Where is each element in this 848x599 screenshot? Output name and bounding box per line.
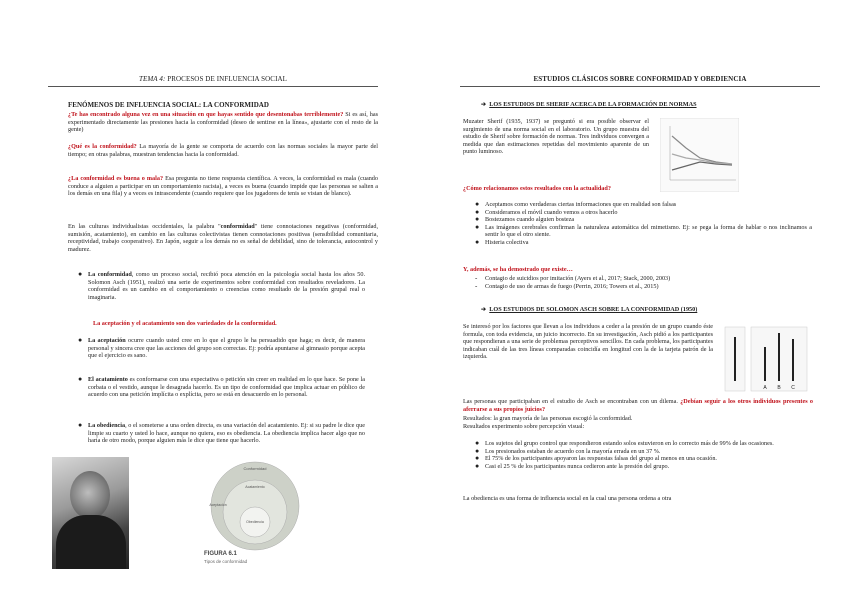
list-item: ● El 75% de los participantes apoyaron las respuestas falsas del grupo al menos en una ocasión. [475,454,717,463]
question-text: ¿Qué es la conformidad? [68,143,137,150]
list-item-text: Bostezamos cuando alguien bosteza [485,216,575,224]
answer-text: Esa pregunta no tiene respuesta científica. A veces, la conformidad es mala (cuando conduce a alguien a participar en un comportamiento racista), a veces es buena (cuando impide que las personas se salten a los demás en una fila) y a veces es intrascendente (cuando requiere que los jugadores de tenis se vistan de blanco). [68,175,378,198]
shown-list [472,275,812,290]
line-label-c: C [791,385,795,391]
text-run: " tiene connotaciones negativas (conformidad, sumisión, acatamiento), en cambio en las culturas colectivistas tienen connotaciones positivas (sensibilidad comunitaria, receptividad, trabajo cooperativo). En Japón, seguir a los demás no es señal de debilidad, sino de tolerancia, autocontrol y madurez. [68,223,378,253]
relate-question: ¿Cómo relacionamos estos resultados con la actualidad? [463,185,611,192]
term: La conformidad [88,271,132,278]
result-2: Resultados experimento sobre percepción visual: [463,423,585,430]
list-item: - Contagio de uso de armas de fuego (Perrin, 2016; Towers et al., 2015) [475,281,659,290]
final-text: La obediencia es una forma de influencia social en la cual una persona ordena a otra [463,495,672,502]
answer-text: La mayoría de la gente se comporta de acuerdo con las normas sociales la mayor parte del tiempo; en otras palabras, muestran tendencias hacia la conformidad. [68,143,378,158]
list-item-text: Casi el 25 % de los participantes nunca cedieron ante la presión del grupo. [485,462,670,470]
list-item: ● Las imágenes cerebrales confirman la naturaleza automática del mimetismo. Ej: se pega la forma de hablar o nos inclinamos a sentir lo que el otro siente. [475,222,812,239]
conformity-venn-diagram [204,460,306,552]
header-topic-prefix: TEMA 4: [138,75,166,83]
heading-text: LOS ESTUDIOS DE SHERIF ACERCA DE LA FORMACIÓN DE NORMAS [489,101,697,108]
list-item-text: Las imágenes cerebrales confirman la naturaleza automática del mimetismo. Ej: se pega la forma de hablar o nos inclinamos a sentir lo que el otro siente. [485,223,812,239]
portrait-photo [52,457,129,569]
line-label-a: A [763,385,767,391]
bullet-list-acatamiento [75,376,365,399]
figure-subcaption: Tipos de conformidad [204,559,248,564]
list-item-text: Los presionados estaban de acuerdo con la mayoría errada en un 37 %. [485,447,661,455]
line-label-b: B [777,385,781,391]
list-item: ● La aceptación ocurre cuando usted cree en lo que el grupo le ha persuadido que haga; es decir, de manera personal y sincera cree que las acciones del grupo son correctas. Ej: podría apuntarse al gimnasio porque acepta que el ejercicio es sano. [78,336,366,360]
term: La aceptación [88,337,126,344]
list-item: ● Casi el 25 % de los participantes nunca cedieron ante la presión del grupo. [475,461,670,470]
heading-text: LOS ESTUDIOS DE SOLOMON ASCH SOBRE LA CONFORMIDAD (1950) [489,306,698,313]
asch-text: Se interesó por los factores que llevan a los individuos a ceder a la presión de un grupo cuando éste formula, con toda evidencia, un juicio incorrecto. En su investigación, Asch pidió a los participantes que respondieran a una serie de problemas perceptivos sencillos. En cada problema, los participantes indicaban cuál de las tres líneas comparadas coincidía en longitud con la de la tarjeta patrón de la izquierda. [463,323,713,361]
bullet-list-aceptacion [75,337,365,360]
term: El acatamiento [88,376,128,383]
question-text: ¿Te has encontrado alguna vez en una situación en que hayas sentido que desentonabas terriblemente? [68,111,344,118]
right-header-rule [460,86,820,87]
bullet-list-obediencia [75,422,365,445]
asch-dilemma [463,398,813,413]
list-item: ● Bostezamos cuando alguien bosteza [475,215,575,224]
asch-lines-figure [723,325,809,393]
venn-label-acatamiento: Acatamiento [245,485,265,489]
figure-caption: FIGURA 6.1 [204,551,237,557]
answer-text: Si es así, has experimentado directamente las presiones hacia la conformidad (deseo de sentirse en la línea», ajustarte con el resto de la gente) [68,111,379,134]
list-item: ● Histeria colectiva [475,237,529,246]
right-page-header: ESTUDIOS CLÁSICOS SOBRE CONFORMIDAD Y OBEDIENCIA [533,75,747,83]
list-item-text: Contagio de uso de armas de fuego (Perrin, 2016; Towers et al., 2015) [485,282,659,290]
list-item-text: Consideramos el móvil cuando vemos a otros hacerlo [485,208,618,216]
arrow-right-icon: ➔ [481,306,487,313]
text-run: En las culturas individualistas occidentales, la palabra " [68,223,221,230]
question-text: ¿La conformidad es buena o mala? [68,175,164,182]
definition: es conformarse con una expectativa o petición sin creer en realidad en lo que hace. Se pone la corbata o el vestido, aunque le desagrada hacerlo. Es un tipo de conformidad que implica actuar en público de acuerdo con una petición implícita o explícita, pero se está en desacuerdo en lo personal. [88,376,365,399]
term: La obediencia [88,422,126,429]
left-page-header [48,75,378,83]
list-item: ● Los presionados estaban de acuerdo con la mayoría errada en un 37 %. [475,446,661,455]
arrow-right-icon: ➔ [481,101,487,108]
sherif-text: Muzater Sherif (1935, 1937) se preguntó si era posible observar el surgimiento de una norma social en el laboratorio. Un grupo muestra del estudio de Sherif sobre formación de normas. Tres individuos convergen a medida que dan estimaciones repetidas del movimiento aparente de un punto luminoso. [463,118,649,156]
shown-question: Y, además, se ha demostrado que existe… [463,266,573,273]
sherif-norm-graph [660,118,739,192]
list-item: ● La obediencia, o el someterse a una orden directa, es una variación del acatamiento. Ej: si su padre le dice que limpie su cuarto y usted lo hace, aunque no quiera, eso es obediencia. La obediencia implica hacer algo que no haría de otro modo, porque alguien más le dice que tiene que hacerlo. [78,421,365,445]
list-item: ● Los sujetos del grupo control que respondieron estando solos estuvieron en lo correcto más de 99% de las ocasiones. [475,439,774,447]
list-item-text: El 75% de los participantes apoyaron las respuestas falsas del grupo al menos en una ocasión. [485,455,717,463]
paragraph-q1 [68,111,378,134]
relate-list [472,201,812,247]
header-topic-title: PROCESOS DE INFLUENCIA SOCIAL [165,75,288,83]
results-list [472,440,812,470]
paragraph-q2 [68,143,378,158]
question-text: ¿Debían seguir a los otros individuos presentes o aferrarse a sus propios juicios? [463,398,813,413]
asch-heading [481,306,811,314]
list-item: ● El acatamiento es conformarse con una expectativa o petición sin creer en realidad en lo que hace. Se pone la corbata o el vestido, aunque le desagrada hacerlo. Es un tipo de conformidad que implica actuar en público de acuerdo con una petición implícita o explícita, pero se está en desacuerdo en lo personal. [78,375,365,399]
portrait-face [70,471,110,519]
definition: ocurre cuando usted cree en lo que el grupo le ha persuadido que haga; es decir, de manera personal y sincera cree que las acciones del grupo son correctas. Ej: podría apuntarse al gimnasio porque acepta que el ejercicio es sano. [88,337,366,360]
section-title: FENÓMENOS DE INFLUENCIA SOCIAL: LA CONFORMIDAD [68,101,269,109]
result-1: Resultados: la gran mayoría de las personas escogió la conformidad. [463,415,633,422]
definition: , o el someterse a una orden directa, es una variación del acatamiento. Ej: si su padre le dice que limpie su cuarto y usted lo hace, aunque no quiera, eso es obediencia. La obediencia implica hacer algo que no haría de otro modo, porque alguien más le dice que tiene que hacerlo. [88,422,365,445]
definition: , como un proceso social, recibió poca atención en la psicología social hasta los años 50. Solomon Asch (1951), realizó una serie de experimentos sobre conformidad con resultados reveladores. La conformidad es un cambio en el comportamiento o creencias como resultado de la presión grupal real o imaginaria. [88,271,365,301]
list-item-text: Los sujetos del grupo control que respondieron estando solos estuvieron en lo correcto más de 99% de las ocasiones. [485,440,774,447]
list-item: ● La conformidad, como un proceso social, recibió poca atención en la psicología social hasta los años 50. Solomon Asch (1951), realizó una serie de experimentos sobre conformidad con resultados reveladores. La conformidad es un cambio en el comportamiento o creencias como resultado de la presión grupal real o imaginaria. [78,270,365,301]
list-item: - Contagio de suicidios por imitación (Ayers et al., 2017; Stack, 2000, 2003) [475,274,671,282]
paragraph-cultures [68,223,378,253]
left-header-rule [48,86,378,87]
list-item-text: Aceptamos como verdaderas ciertas informaciones que en realidad son falsas [485,201,677,208]
venn-label-conformidad: Conformidad [243,466,267,471]
venn-label-aceptacion: Aceptación [209,503,227,507]
bullet-list-conformidad [75,271,365,301]
venn-label-obediencia: Obediencia [246,520,264,524]
list-item-text: Contagio de suicidios por imitación (Ayers et al., 2017; Stack, 2000, 2003) [485,275,671,282]
list-item-text: Histeria colectiva [485,238,529,246]
text-run-bold: conformidad [220,223,255,230]
list-item: ● Aceptamos como verdaderas ciertas informaciones que en realidad son falsas [475,200,677,208]
text-run: Las personas que participaban en el estudio de Asch se encontraban con un dilema. [463,398,681,405]
sherif-heading [481,101,811,109]
portrait-body [56,515,126,569]
list-item: ● Consideramos el móvil cuando vemos a otros hacerlo [475,207,618,216]
varieties-note: La aceptación y el acatamiento son dos variedades de la conformidad. [93,320,277,327]
paragraph-q3 [68,175,378,198]
